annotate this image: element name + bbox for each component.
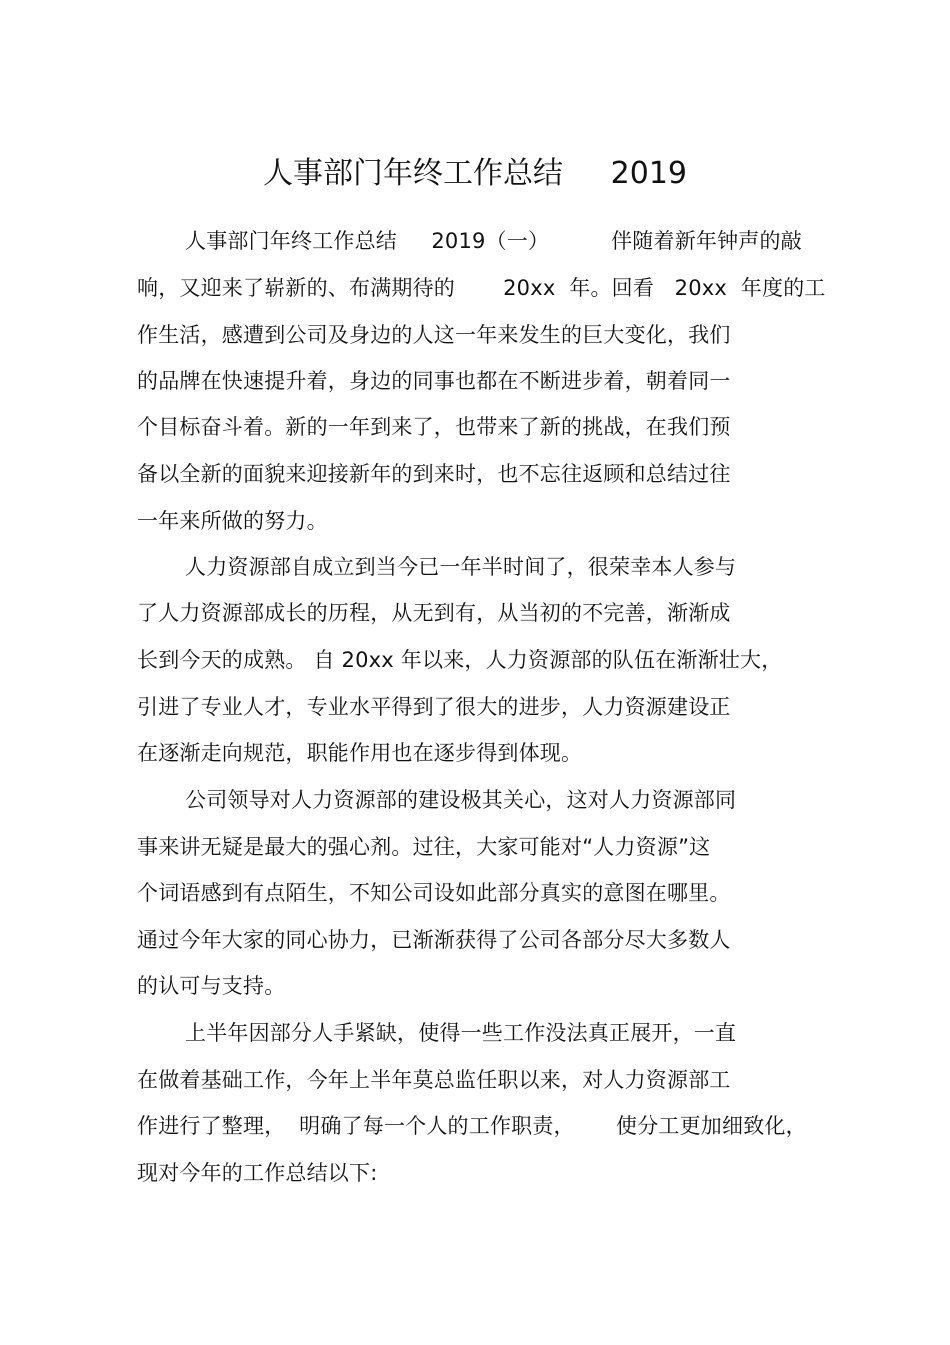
- paragraph-3-line-5: 的认可与支持。: [137, 974, 286, 998]
- paragraph-1-line-3: 作生活，感遭到公司及身边的人这一年来发生的巨大变化，我们: [137, 323, 731, 347]
- paragraph-2-line-2: 了人力资源部成长的历程，从无到有，从当初的不完善，渐渐成: [137, 601, 731, 625]
- paragraph-4-line-3: 作进行了整理， 明确了每一个人的工作职责， 使分工更加细致化，: [137, 1114, 807, 1138]
- paragraph-1-line-2: 响，又迎来了崭新的、布满期待的 20xx 年。回看 20xx 年度的工: [137, 276, 826, 300]
- paragraph-3-line-3: 个词语感到有点陌生，不知公司设如此部分真实的意图在哪里。: [137, 881, 731, 905]
- paragraph-2-line-4: 引进了专业人才，专业水平得到了很大的进步，人力资源建设正: [137, 695, 731, 719]
- paragraph-2-line-5: 在逐渐走向规范，职能作用也在逐步得到体现。: [137, 741, 583, 765]
- paragraph-1-line-7: 一年来所做的努力。: [137, 509, 328, 533]
- paragraph-4-line-4: 现对今年的工作总结以下:: [137, 1161, 378, 1185]
- paragraph-2-line-1: 人力资源部自成立到当今已一年半时间了，很荣幸本人参与: [185, 555, 737, 579]
- paragraph-3-line-4: 通过今年大家的同心协力，已渐渐获得了公司各部分尽大多数人: [137, 928, 731, 952]
- paragraph-3-line-2: 事来讲无疑是最大的强心剂。过往，大家可能对“人力资源”这: [137, 835, 711, 859]
- paragraph-3-line-1: 公司领导对人力资源部的建设极其关心，这对人力资源部同: [185, 788, 737, 812]
- paragraph-4-line-2: 在做着基础工作，今年上半年莫总监任职以来，对人力资源部工: [137, 1068, 731, 1092]
- paragraph-4-line-1: 上半年因部分人手紧缺，使得一些工作没法真正展开，一直: [185, 1021, 737, 1045]
- paragraph-1-line-5: 个目标奋斗着。新的一年到来了，也带来了新的挑战，在我们预: [137, 415, 731, 439]
- paragraph-1-line-6: 备以全新的面貌来迎接新年的到来时，也不忘往返顾和总结过往: [137, 462, 731, 486]
- paragraph-1-line-4: 的品牌在快速提升着，身边的同事也都在不断进步着，朝着同一: [137, 369, 731, 393]
- document-title: 人事部门年终工作总结 2019: [262, 156, 688, 191]
- paragraph-2-line-3: 长到今天的成熟。 自 20xx 年以来，人力资源部的队伍在渐渐壮大，: [137, 648, 783, 672]
- paragraph-1-line-1: 人事部门年终工作总结 2019（一） 伴随着新年钟声的敲: [185, 229, 802, 253]
